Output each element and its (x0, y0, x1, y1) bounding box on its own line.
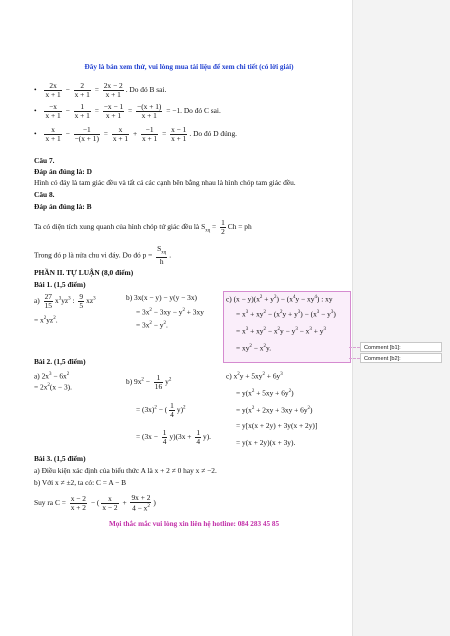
preview-banner: Đây là bản xem thử, vui lòng mua tài liệu để xem chi tiết (có lời giải) (84, 63, 294, 71)
q8-text1: Ta có diện tích xung quanh của hình chóp tứ giác đều là (34, 222, 200, 232)
comment-b1[interactable]: Comment [b1]: (360, 342, 442, 352)
b2-c-step1: = $y(x^2 + 5xy + 6y^2)$ (236, 388, 294, 398)
b1-c-step1: = $x^3 + xy^2 - (x^2y + y^3) - (x^3 - y^3)$ (236, 309, 336, 319)
b1-title: Bài 1. (1,5 điểm) (34, 280, 86, 289)
b2-b-step2: = (3x − $\frac{1}{4}$ y)(3x + $\frac{1}{4}$ y). (136, 428, 212, 446)
bullet-d: • $\frac{x}{x + 1}$ − $\frac{-1}{-(x + 1)}$ = $\frac{x}{x + 1}$ + $\frac{-1}{x + 1}$ = $\frac{x - 1}{x + 1}$ . Do đó D đúng. (34, 126, 237, 143)
comment-connector-1 (349, 347, 360, 348)
q8-title: Câu 8. (34, 190, 55, 199)
b2-b: b) $9x^2$ − $\frac{1}{16}$ $y^2$ (126, 373, 172, 391)
b1-b-step2: = $3x^2 - y^2$. (136, 320, 168, 330)
b2-a: a) $2x^3 - 6x^2$ (34, 371, 70, 381)
q8-formula2: Trong đó p là nửa chu vi đáy. Do đó p = $\frac{S_{xq}}{h}$ . (34, 244, 172, 267)
b2-a-result: = $2x^2(x - 3)$. (34, 382, 72, 392)
q8-text2: Trong đó p là nửa chu vi đáy. Do đó (34, 250, 141, 260)
b3-c-label: Suy ra (34, 497, 54, 507)
bullet-d-text: . Do đó D đúng. (189, 129, 238, 139)
bullet-b-text: . Do đó B sai. (125, 85, 167, 95)
bullet-c-text: . Do đó C sai. (180, 106, 221, 116)
b2-c-step2: = $y(x^2 + 2xy + 3xy + 6y^2)$ (236, 405, 313, 415)
b2-c-step4: = y(x + 2y)(x + 3y). (236, 438, 296, 447)
b2-title: Bài 2. (1,5 điểm) (34, 357, 86, 366)
b1-b-step1: = $3x^2 - 3xy - y^2 + 3xy$ (136, 307, 204, 317)
b1-c-step2: = $x^3 + xy^2 - x^2y - y^3 - x^3 + y^3$ (236, 326, 326, 336)
b3-title: Bài 3. (1,5 điểm) (34, 454, 86, 463)
bullet-b: • $\frac{2x}{x + 1}$ − $\frac{2}{x + 1}$ = $\frac{2x - 2}{x + 1}$ . Do đó B sai. (34, 82, 166, 99)
b3-b: b) Với x ≠ ±2, ta có: C = A − B (34, 478, 127, 487)
b1-a: a) $\frac{27}{15}$ $x^3yz^3$ : $\frac{9}{5}$ $xz^3$ (34, 292, 96, 310)
q8-answer: Đáp án đúng là: B (34, 202, 92, 211)
b1-a-result: = $x^2yz^2$. (34, 315, 58, 325)
hotline-footer: Mọi thắc mắc vui lòng xin liên hệ hotline: 084 283 45 85 (108, 520, 280, 528)
q7-text: Hình có đáy là tam giác đều và tất cả các cạnh bên bằng nhau là hình chóp tam giác đều. (34, 178, 296, 187)
b3-a: a) Điều kiện xác định của biểu thức A là x + 2 ≠ 0 hay x ≠ −2. (34, 466, 217, 475)
part2-heading: PHẦN II. TỰ LUẬN (8,0 điểm) (34, 268, 134, 277)
q7-answer: Đáp án đúng là: D (34, 167, 92, 176)
b1-c-step3: = $xy^2 - x^2y$. (236, 343, 272, 353)
b1-b: b) 3x(x − y) − y(y − 3x) (126, 293, 198, 302)
b2-c: c) $x^2y + 5xy^2 + 6y^3$ (226, 371, 283, 381)
q7-title: Câu 7. (34, 156, 55, 165)
q8-formula: Ta có diện tích xung quanh của hình chóp tứ giác đều là $S_{xq}$ = $\frac{1}{2}$ Ch = ph (34, 218, 252, 236)
b1-c: c) $(x - y)(x^2 + y^2) - (x^4y - xy^4)$ : xy (226, 294, 333, 304)
comment-b2[interactable]: Comment [b2]: (360, 353, 442, 363)
comment-pane (352, 0, 450, 636)
bullet-c: • $\frac{-x}{x + 1}$ − $\frac{1}{x + 1}$ = $\frac{-x - 1}{x + 1}$ = $\frac{-(x + 1)}{x + 1}$ = −1. Do đó C sai. (34, 103, 221, 120)
comment-connector-2 (349, 358, 360, 359)
b3-c: Suy ra C = $\frac{x - 2}{x + 2}$ − ( $\frac{x}{x - 2}$ + $\frac{9x + 2}{4 - x^2}$ ) (34, 493, 156, 513)
b2-b-step1: = $(3x)^2$ − ( $\frac{1}{4}$ y)$^2$ (136, 401, 186, 419)
b2-c-step3: = y[x(x + 2y) + 3y(x + 2y)] (236, 421, 318, 430)
